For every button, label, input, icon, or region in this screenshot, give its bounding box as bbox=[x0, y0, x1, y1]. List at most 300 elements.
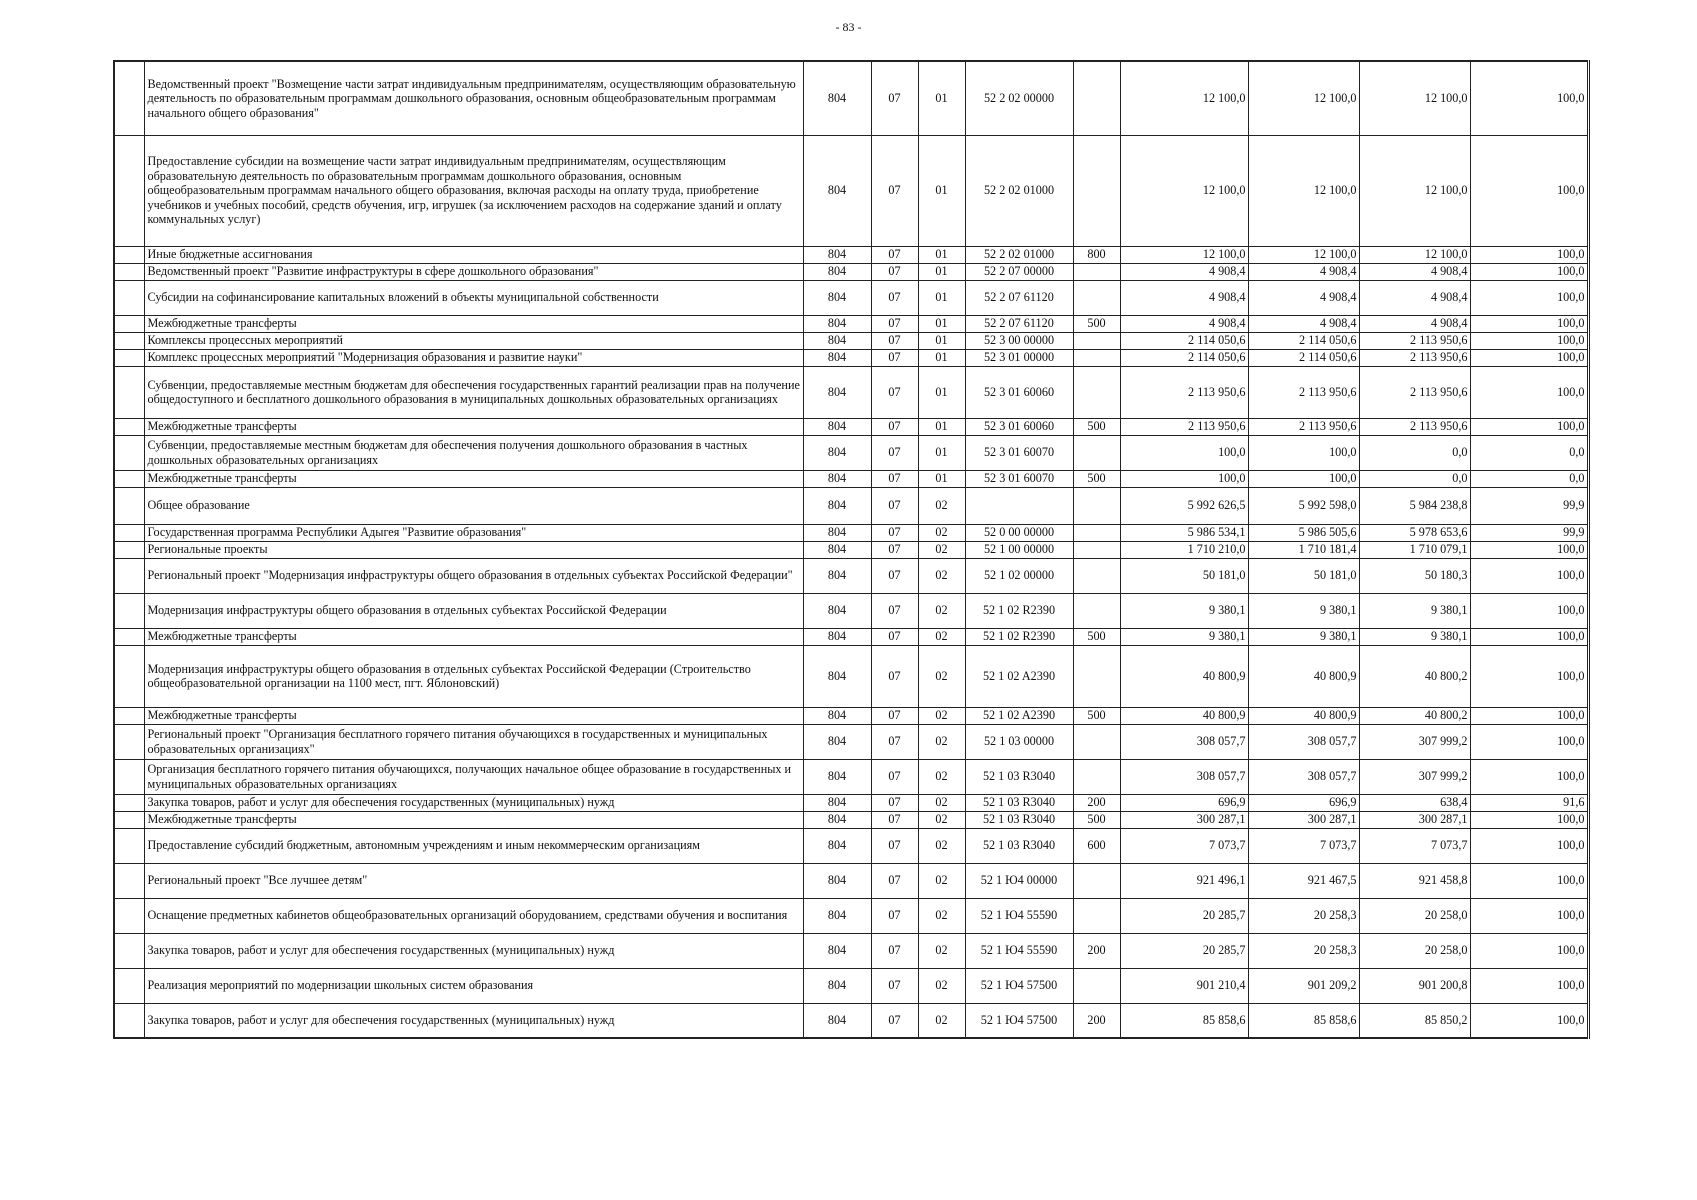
cell-vr bbox=[1073, 366, 1120, 418]
cell-name: Региональные проекты bbox=[144, 541, 803, 558]
cell-value-3: 85 850,2 bbox=[1359, 1003, 1470, 1038]
table-row bbox=[114, 487, 1588, 524]
cell-rz: 07 bbox=[871, 315, 918, 332]
cell-csr: 52 1 03 00000 bbox=[965, 724, 1073, 759]
cell-vr: 200 bbox=[1073, 933, 1120, 968]
cell-value-1: 40 800,9 bbox=[1120, 645, 1248, 707]
cell-percent: 100,0 bbox=[1470, 315, 1588, 332]
row-margin-cell bbox=[114, 811, 144, 828]
cell-vr bbox=[1073, 724, 1120, 759]
cell-pr: 01 bbox=[918, 435, 965, 470]
cell-csr: 52 1 00 00000 bbox=[965, 541, 1073, 558]
cell-rz: 07 bbox=[871, 707, 918, 724]
cell-value-3: 20 258,0 bbox=[1359, 933, 1470, 968]
cell-value-2: 100,0 bbox=[1248, 470, 1359, 487]
cell-value-2: 2 113 950,6 bbox=[1248, 418, 1359, 435]
cell-vr bbox=[1073, 593, 1120, 628]
cell-pr: 01 bbox=[918, 61, 965, 135]
cell-percent: 100,0 bbox=[1470, 280, 1588, 315]
cell-value-2: 4 908,4 bbox=[1248, 263, 1359, 280]
cell-pr: 02 bbox=[918, 933, 965, 968]
cell-percent: 100,0 bbox=[1470, 593, 1588, 628]
cell-pr: 01 bbox=[918, 349, 965, 366]
cell-vr: 200 bbox=[1073, 794, 1120, 811]
cell-name: Реализация мероприятий по модернизации школьных систем образования bbox=[144, 968, 803, 1003]
row-margin-cell bbox=[114, 435, 144, 470]
row-margin-cell bbox=[114, 724, 144, 759]
cell-value-1: 5 986 534,1 bbox=[1120, 524, 1248, 541]
cell-pr: 02 bbox=[918, 863, 965, 898]
cell-name: Субвенции, предоставляемые местным бюджетам для обеспечения получения дошкольного образования в частных дошкольных образовательных организациях bbox=[144, 435, 803, 470]
cell-value-2: 40 800,9 bbox=[1248, 645, 1359, 707]
cell-rz: 07 bbox=[871, 628, 918, 645]
cell-ved: 804 bbox=[803, 435, 871, 470]
table-row bbox=[114, 418, 1588, 435]
row-margin-cell bbox=[114, 135, 144, 246]
cell-value-1: 901 210,4 bbox=[1120, 968, 1248, 1003]
cell-value-1: 100,0 bbox=[1120, 470, 1248, 487]
cell-name: Модернизация инфраструктуры общего образования в отдельных субъектах Российской Федерации bbox=[144, 593, 803, 628]
cell-name: Иные бюджетные ассигнования bbox=[144, 246, 803, 263]
cell-value-2: 308 057,7 bbox=[1248, 759, 1359, 794]
cell-pr: 02 bbox=[918, 541, 965, 558]
cell-csr: 52 2 02 00000 bbox=[965, 61, 1073, 135]
cell-value-3: 12 100,0 bbox=[1359, 61, 1470, 135]
cell-pr: 02 bbox=[918, 558, 965, 593]
cell-ved: 804 bbox=[803, 898, 871, 933]
cell-ved: 804 bbox=[803, 968, 871, 1003]
cell-vr bbox=[1073, 61, 1120, 135]
row-margin-cell bbox=[114, 263, 144, 280]
table-row bbox=[114, 435, 1588, 470]
cell-pr: 02 bbox=[918, 645, 965, 707]
row-margin-cell bbox=[114, 628, 144, 645]
cell-rz: 07 bbox=[871, 593, 918, 628]
cell-percent: 100,0 bbox=[1470, 349, 1588, 366]
row-margin-cell bbox=[114, 968, 144, 1003]
cell-value-2: 2 113 950,6 bbox=[1248, 366, 1359, 418]
cell-vr: 800 bbox=[1073, 246, 1120, 263]
cell-value-1: 20 285,7 bbox=[1120, 898, 1248, 933]
cell-value-2: 50 181,0 bbox=[1248, 558, 1359, 593]
cell-value-2: 5 986 505,6 bbox=[1248, 524, 1359, 541]
cell-name: Межбюджетные трансферты bbox=[144, 470, 803, 487]
cell-ved: 804 bbox=[803, 135, 871, 246]
cell-percent: 100,0 bbox=[1470, 332, 1588, 349]
row-margin-cell bbox=[114, 470, 144, 487]
cell-csr: 52 1 02 R2390 bbox=[965, 628, 1073, 645]
table-row bbox=[114, 332, 1588, 349]
cell-percent: 100,0 bbox=[1470, 933, 1588, 968]
cell-name: Организация бесплатного горячего питания обучающихся, получающих начальное общее образование в государственных и муниципальных образовательных организациях bbox=[144, 759, 803, 794]
table-row bbox=[114, 280, 1588, 315]
cell-percent: 100,0 bbox=[1470, 263, 1588, 280]
cell-ved: 804 bbox=[803, 524, 871, 541]
cell-vr bbox=[1073, 435, 1120, 470]
cell-name: Ведомственный проект "Возмещение части затрат индивидуальным предпринимателям, осуществляющим образовательную деятельность по образовательным программам дошкольного образования, основным общеобразовательным программам начального общего образования" bbox=[144, 61, 803, 135]
cell-pr: 01 bbox=[918, 315, 965, 332]
cell-pr: 02 bbox=[918, 811, 965, 828]
cell-percent: 100,0 bbox=[1470, 707, 1588, 724]
cell-value-3: 307 999,2 bbox=[1359, 759, 1470, 794]
cell-csr: 52 1 Ю4 57500 bbox=[965, 1003, 1073, 1038]
table-row bbox=[114, 759, 1588, 794]
cell-value-2: 300 287,1 bbox=[1248, 811, 1359, 828]
cell-value-2: 4 908,4 bbox=[1248, 280, 1359, 315]
cell-value-1: 300 287,1 bbox=[1120, 811, 1248, 828]
cell-value-3: 50 180,3 bbox=[1359, 558, 1470, 593]
cell-csr: 52 3 01 60070 bbox=[965, 470, 1073, 487]
cell-value-3: 20 258,0 bbox=[1359, 898, 1470, 933]
row-margin-cell bbox=[114, 366, 144, 418]
cell-name: Ведомственный проект "Развитие инфраструктуры в сфере дошкольного образования" bbox=[144, 263, 803, 280]
cell-csr: 52 1 02 A2390 bbox=[965, 707, 1073, 724]
cell-ved: 804 bbox=[803, 759, 871, 794]
cell-vr bbox=[1073, 135, 1120, 246]
cell-value-3: 9 380,1 bbox=[1359, 593, 1470, 628]
cell-vr: 500 bbox=[1073, 315, 1120, 332]
table-row bbox=[114, 246, 1588, 263]
cell-csr: 52 1 02 A2390 bbox=[965, 645, 1073, 707]
row-margin-cell bbox=[114, 707, 144, 724]
cell-csr: 52 3 01 60060 bbox=[965, 366, 1073, 418]
cell-rz: 07 bbox=[871, 645, 918, 707]
cell-value-2: 696,9 bbox=[1248, 794, 1359, 811]
cell-csr: 52 1 03 R3040 bbox=[965, 794, 1073, 811]
cell-csr: 52 2 07 61120 bbox=[965, 315, 1073, 332]
cell-ved: 804 bbox=[803, 541, 871, 558]
cell-ved: 804 bbox=[803, 315, 871, 332]
table-row bbox=[114, 541, 1588, 558]
cell-vr bbox=[1073, 263, 1120, 280]
cell-value-2: 1 710 181,4 bbox=[1248, 541, 1359, 558]
cell-rz: 07 bbox=[871, 366, 918, 418]
cell-ved: 804 bbox=[803, 645, 871, 707]
cell-value-3: 0,0 bbox=[1359, 435, 1470, 470]
cell-vr bbox=[1073, 759, 1120, 794]
cell-value-1: 9 380,1 bbox=[1120, 628, 1248, 645]
cell-percent: 99,9 bbox=[1470, 524, 1588, 541]
table-row bbox=[114, 794, 1588, 811]
cell-name: Закупка товаров, работ и услуг для обеспечения государственных (муниципальных) нужд bbox=[144, 933, 803, 968]
row-margin-cell bbox=[114, 349, 144, 366]
cell-rz: 07 bbox=[871, 898, 918, 933]
table-row bbox=[114, 933, 1588, 968]
cell-percent: 100,0 bbox=[1470, 828, 1588, 863]
cell-ved: 804 bbox=[803, 349, 871, 366]
cell-rz: 07 bbox=[871, 828, 918, 863]
cell-ved: 804 bbox=[803, 828, 871, 863]
cell-value-3: 1 710 079,1 bbox=[1359, 541, 1470, 558]
cell-pr: 02 bbox=[918, 593, 965, 628]
cell-ved: 804 bbox=[803, 863, 871, 898]
cell-vr: 600 bbox=[1073, 828, 1120, 863]
cell-name: Закупка товаров, работ и услуг для обеспечения государственных (муниципальных) нужд bbox=[144, 1003, 803, 1038]
cell-value-3: 4 908,4 bbox=[1359, 315, 1470, 332]
cell-value-1: 2 114 050,6 bbox=[1120, 332, 1248, 349]
cell-percent: 100,0 bbox=[1470, 135, 1588, 246]
cell-ved: 804 bbox=[803, 811, 871, 828]
table-row bbox=[114, 366, 1588, 418]
table-row bbox=[114, 1003, 1588, 1038]
cell-pr: 01 bbox=[918, 263, 965, 280]
cell-value-1: 20 285,7 bbox=[1120, 933, 1248, 968]
cell-name: Предоставление субсидий бюджетным, автономным учреждениям и иным некоммерческим организациям bbox=[144, 828, 803, 863]
cell-ved: 804 bbox=[803, 724, 871, 759]
cell-name: Модернизация инфраструктуры общего образования в отдельных субъектах Российской Федерации (Строительство общеобразовательной организации на 1100 мест, пгт. Яблоновский) bbox=[144, 645, 803, 707]
cell-value-3: 7 073,7 bbox=[1359, 828, 1470, 863]
cell-percent: 100,0 bbox=[1470, 968, 1588, 1003]
cell-name: Государственная программа Республики Адыгея "Развитие образования" bbox=[144, 524, 803, 541]
cell-value-3: 0,0 bbox=[1359, 470, 1470, 487]
row-margin-cell bbox=[114, 524, 144, 541]
table-row bbox=[114, 315, 1588, 332]
cell-name: Предоставление субсидии на возмещение части затрат индивидуальным предпринимателям, осуществляющим образовательную деятельность по образовательным программам дошкольного образования, основным общеобразовательным программам начального общего образования, включая расходы на оплату труда, приобретение учебников и учебных пособий, средств обучения, игр, игрушек (за исключением расходов на содержание зданий и оплату коммунальных услуг) bbox=[144, 135, 803, 246]
cell-rz: 07 bbox=[871, 263, 918, 280]
cell-value-2: 2 114 050,6 bbox=[1248, 349, 1359, 366]
cell-rz: 07 bbox=[871, 487, 918, 524]
cell-value-3: 307 999,2 bbox=[1359, 724, 1470, 759]
cell-value-2: 85 858,6 bbox=[1248, 1003, 1359, 1038]
row-margin-cell bbox=[114, 487, 144, 524]
row-margin-cell bbox=[114, 933, 144, 968]
cell-percent: 100,0 bbox=[1470, 645, 1588, 707]
cell-ved: 804 bbox=[803, 487, 871, 524]
cell-pr: 02 bbox=[918, 968, 965, 1003]
row-margin-cell bbox=[114, 1003, 144, 1038]
cell-value-2: 9 380,1 bbox=[1248, 628, 1359, 645]
cell-ved: 804 bbox=[803, 794, 871, 811]
cell-csr: 52 1 Ю4 00000 bbox=[965, 863, 1073, 898]
cell-ved: 804 bbox=[803, 628, 871, 645]
cell-rz: 07 bbox=[871, 524, 918, 541]
cell-value-2: 100,0 bbox=[1248, 435, 1359, 470]
cell-name: Межбюджетные трансферты bbox=[144, 707, 803, 724]
cell-csr: 52 1 Ю4 55590 bbox=[965, 898, 1073, 933]
cell-value-2: 4 908,4 bbox=[1248, 315, 1359, 332]
cell-pr: 01 bbox=[918, 366, 965, 418]
cell-name: Закупка товаров, работ и услуг для обеспечения государственных (муниципальных) нужд bbox=[144, 794, 803, 811]
cell-vr bbox=[1073, 487, 1120, 524]
cell-value-2: 12 100,0 bbox=[1248, 246, 1359, 263]
cell-csr: 52 1 03 R3040 bbox=[965, 828, 1073, 863]
table-row bbox=[114, 263, 1588, 280]
cell-pr: 01 bbox=[918, 135, 965, 246]
cell-vr bbox=[1073, 558, 1120, 593]
cell-rz: 07 bbox=[871, 968, 918, 1003]
cell-percent: 100,0 bbox=[1470, 366, 1588, 418]
cell-value-2: 12 100,0 bbox=[1248, 135, 1359, 246]
cell-value-3: 5 984 238,8 bbox=[1359, 487, 1470, 524]
table-row bbox=[114, 470, 1588, 487]
cell-percent: 100,0 bbox=[1470, 61, 1588, 135]
table-row bbox=[114, 863, 1588, 898]
cell-vr: 200 bbox=[1073, 1003, 1120, 1038]
table-row bbox=[114, 811, 1588, 828]
table-row bbox=[114, 135, 1588, 246]
cell-name: Региональный проект "Все лучшее детям" bbox=[144, 863, 803, 898]
cell-value-1: 308 057,7 bbox=[1120, 724, 1248, 759]
cell-percent: 100,0 bbox=[1470, 558, 1588, 593]
cell-percent: 100,0 bbox=[1470, 811, 1588, 828]
table-row bbox=[114, 628, 1588, 645]
cell-value-1: 4 908,4 bbox=[1120, 263, 1248, 280]
cell-rz: 07 bbox=[871, 418, 918, 435]
cell-name: Межбюджетные трансферты bbox=[144, 628, 803, 645]
cell-vr bbox=[1073, 524, 1120, 541]
cell-vr bbox=[1073, 645, 1120, 707]
cell-pr: 01 bbox=[918, 246, 965, 263]
cell-value-3: 4 908,4 bbox=[1359, 263, 1470, 280]
row-margin-cell bbox=[114, 645, 144, 707]
cell-value-1: 12 100,0 bbox=[1120, 246, 1248, 263]
cell-ved: 804 bbox=[803, 558, 871, 593]
cell-value-2: 20 258,3 bbox=[1248, 933, 1359, 968]
cell-pr: 02 bbox=[918, 759, 965, 794]
cell-percent: 100,0 bbox=[1470, 898, 1588, 933]
cell-rz: 07 bbox=[871, 863, 918, 898]
cell-csr: 52 1 02 00000 bbox=[965, 558, 1073, 593]
cell-value-1: 7 073,7 bbox=[1120, 828, 1248, 863]
cell-csr: 52 1 Ю4 57500 bbox=[965, 968, 1073, 1003]
cell-value-3: 2 113 950,6 bbox=[1359, 418, 1470, 435]
row-margin-cell bbox=[114, 593, 144, 628]
cell-name: Межбюджетные трансферты bbox=[144, 418, 803, 435]
row-margin-cell bbox=[114, 541, 144, 558]
cell-name: Общее образование bbox=[144, 487, 803, 524]
cell-pr: 01 bbox=[918, 280, 965, 315]
cell-rz: 07 bbox=[871, 558, 918, 593]
cell-value-3: 2 113 950,6 bbox=[1359, 366, 1470, 418]
cell-percent: 100,0 bbox=[1470, 246, 1588, 263]
row-margin-cell bbox=[114, 315, 144, 332]
row-margin-cell bbox=[114, 898, 144, 933]
cell-value-3: 921 458,8 bbox=[1359, 863, 1470, 898]
cell-csr bbox=[965, 487, 1073, 524]
table-row bbox=[114, 558, 1588, 593]
table-row bbox=[114, 61, 1588, 135]
cell-value-3: 4 908,4 bbox=[1359, 280, 1470, 315]
cell-value-2: 9 380,1 bbox=[1248, 593, 1359, 628]
cell-value-3: 12 100,0 bbox=[1359, 246, 1470, 263]
cell-ved: 804 bbox=[803, 246, 871, 263]
cell-rz: 07 bbox=[871, 135, 918, 246]
cell-name: Субвенции, предоставляемые местным бюджетам для обеспечения государственных гарантий реализации прав на получение общедоступного и бесплатного дошкольного образования в муниципальных дошкольных образовательных организациях bbox=[144, 366, 803, 418]
cell-rz: 07 bbox=[871, 933, 918, 968]
cell-value-3: 2 113 950,6 bbox=[1359, 349, 1470, 366]
cell-value-3: 300 287,1 bbox=[1359, 811, 1470, 828]
cell-value-1: 4 908,4 bbox=[1120, 280, 1248, 315]
cell-csr: 52 2 07 61120 bbox=[965, 280, 1073, 315]
cell-percent: 100,0 bbox=[1470, 1003, 1588, 1038]
cell-value-3: 2 113 950,6 bbox=[1359, 332, 1470, 349]
cell-pr: 02 bbox=[918, 794, 965, 811]
cell-ved: 804 bbox=[803, 280, 871, 315]
cell-value-1: 12 100,0 bbox=[1120, 61, 1248, 135]
cell-rz: 07 bbox=[871, 794, 918, 811]
cell-rz: 07 bbox=[871, 811, 918, 828]
cell-value-1: 696,9 bbox=[1120, 794, 1248, 811]
row-margin-cell bbox=[114, 828, 144, 863]
cell-csr: 52 2 02 01000 bbox=[965, 135, 1073, 246]
cell-pr: 02 bbox=[918, 707, 965, 724]
cell-vr: 500 bbox=[1073, 707, 1120, 724]
row-margin-cell bbox=[114, 794, 144, 811]
cell-percent: 99,9 bbox=[1470, 487, 1588, 524]
page-number: - 83 - bbox=[835, 20, 862, 34]
cell-ved: 804 bbox=[803, 1003, 871, 1038]
cell-value-3: 40 800,2 bbox=[1359, 645, 1470, 707]
cell-pr: 01 bbox=[918, 470, 965, 487]
cell-name: Межбюджетные трансферты bbox=[144, 315, 803, 332]
cell-csr: 52 1 03 R3040 bbox=[965, 759, 1073, 794]
cell-rz: 07 bbox=[871, 1003, 918, 1038]
table-row bbox=[114, 828, 1588, 863]
cell-rz: 07 bbox=[871, 280, 918, 315]
cell-ved: 804 bbox=[803, 332, 871, 349]
cell-value-3: 5 978 653,6 bbox=[1359, 524, 1470, 541]
cell-csr: 52 2 02 01000 bbox=[965, 246, 1073, 263]
cell-name: Субсидии на софинансирование капитальных вложений в объекты муниципальной собственности bbox=[144, 280, 803, 315]
cell-value-2: 901 209,2 bbox=[1248, 968, 1359, 1003]
row-margin-cell bbox=[114, 246, 144, 263]
cell-name: Оснащение предметных кабинетов общеобразовательных организаций оборудованием, средствами обучения и воспитания bbox=[144, 898, 803, 933]
cell-name: Межбюджетные трансферты bbox=[144, 811, 803, 828]
table-row bbox=[114, 349, 1588, 366]
table-row bbox=[114, 724, 1588, 759]
cell-value-2: 921 467,5 bbox=[1248, 863, 1359, 898]
row-margin-cell bbox=[114, 418, 144, 435]
cell-name: Региональный проект "Организация бесплатного горячего питания обучающихся в государственных и муниципальных образовательных организациях" bbox=[144, 724, 803, 759]
cell-csr: 52 1 02 R2390 bbox=[965, 593, 1073, 628]
row-margin-cell bbox=[114, 558, 144, 593]
cell-vr: 500 bbox=[1073, 811, 1120, 828]
cell-vr bbox=[1073, 968, 1120, 1003]
cell-vr: 500 bbox=[1073, 418, 1120, 435]
cell-rz: 07 bbox=[871, 724, 918, 759]
cell-pr: 02 bbox=[918, 628, 965, 645]
cell-value-1: 12 100,0 bbox=[1120, 135, 1248, 246]
table-row bbox=[114, 898, 1588, 933]
cell-value-2: 308 057,7 bbox=[1248, 724, 1359, 759]
cell-csr: 52 3 01 00000 bbox=[965, 349, 1073, 366]
cell-percent: 91,6 bbox=[1470, 794, 1588, 811]
cell-vr: 500 bbox=[1073, 470, 1120, 487]
cell-rz: 07 bbox=[871, 332, 918, 349]
cell-vr bbox=[1073, 280, 1120, 315]
cell-percent: 100,0 bbox=[1470, 724, 1588, 759]
cell-name: Комплексы процессных мероприятий bbox=[144, 332, 803, 349]
cell-name: Комплекс процессных мероприятий "Модернизация образования и развитие науки" bbox=[144, 349, 803, 366]
cell-vr bbox=[1073, 898, 1120, 933]
cell-value-2: 7 073,7 bbox=[1248, 828, 1359, 863]
cell-rz: 07 bbox=[871, 470, 918, 487]
cell-vr bbox=[1073, 332, 1120, 349]
cell-value-2: 20 258,3 bbox=[1248, 898, 1359, 933]
cell-percent: 100,0 bbox=[1470, 628, 1588, 645]
cell-value-3: 40 800,2 bbox=[1359, 707, 1470, 724]
cell-ved: 804 bbox=[803, 366, 871, 418]
cell-percent: 0,0 bbox=[1470, 435, 1588, 470]
cell-csr: 52 1 Ю4 55590 bbox=[965, 933, 1073, 968]
cell-csr: 52 1 03 R3040 bbox=[965, 811, 1073, 828]
cell-pr: 02 bbox=[918, 524, 965, 541]
cell-pr: 01 bbox=[918, 332, 965, 349]
table-row bbox=[114, 593, 1588, 628]
cell-value-1: 85 858,6 bbox=[1120, 1003, 1248, 1038]
cell-ved: 804 bbox=[803, 263, 871, 280]
cell-value-2: 2 114 050,6 bbox=[1248, 332, 1359, 349]
